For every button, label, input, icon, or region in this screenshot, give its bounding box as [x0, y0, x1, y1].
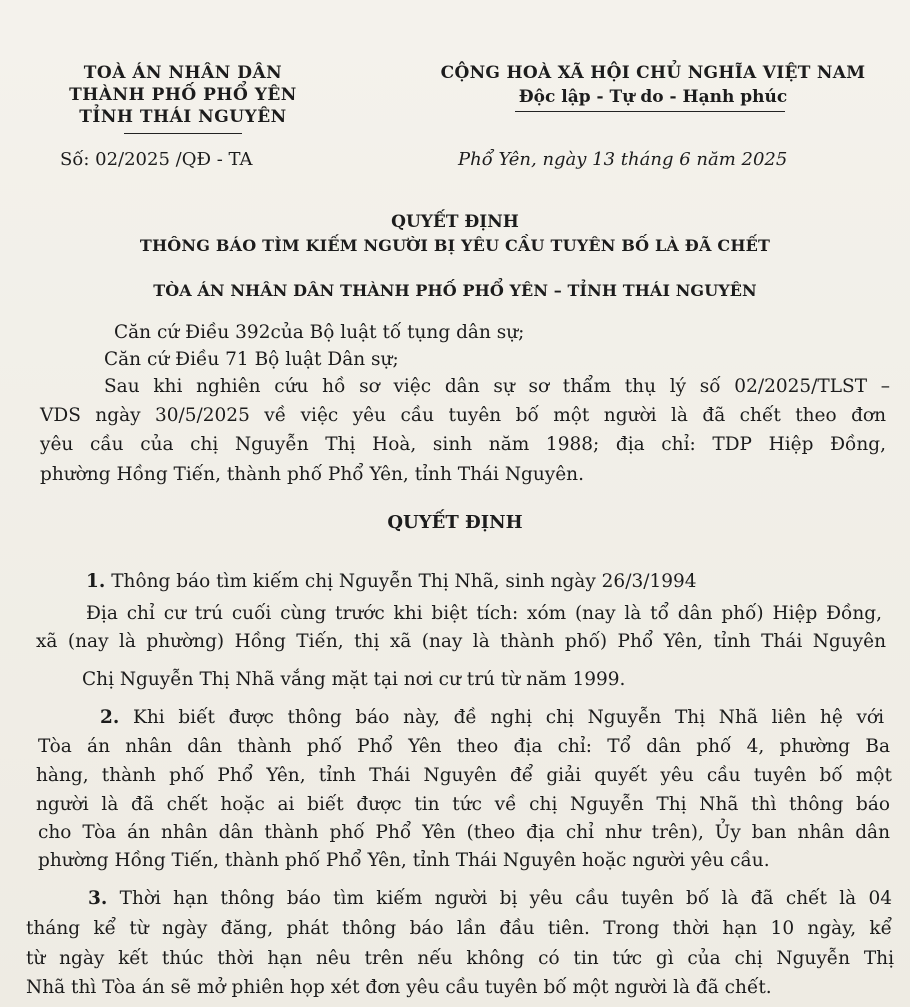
preamble-line: Căn cứ Điều 71 Bộ luật Dân sự;	[104, 349, 399, 370]
preamble-line: VDS ngày 30/5/2025 về việc yêu cầu tuyên bố một người là đã chết theo đơn	[40, 405, 886, 426]
item-1-line: xã (nay là phường) Hồng Tiến, thị xã (nay là thành phố) Phổ Yên, tỉnh Thái Nguyên	[36, 631, 886, 652]
court-header-underline	[124, 133, 242, 134]
country-name: CỘNG HOÀ XÃ HỘI CHỦ NGHĨA VIỆT NAM	[440, 63, 866, 83]
item-3-line: tháng kể từ ngày đăng, phát thông báo lần đầu tiên. Trong thời hạn 10 ngày, kể	[26, 918, 892, 939]
preamble-line: Sau khi nghiên cứu hồ sơ việc dân sự sơ thẩm thụ lý số 02/2025/TLST –	[104, 376, 890, 397]
document-number: Số: 02/2025 /QĐ - TA	[60, 149, 253, 170]
issuing-court: TÒA ÁN NHÂN DÂN THÀNH PHỐ PHỔ YÊN – TỈNH THÁI NGUYÊN	[153, 281, 757, 300]
decision-title: QUYẾT ĐỊNH	[391, 212, 519, 232]
item-2-line: cho Tòa án nhân dân thành phố Phổ Yên (theo địa chỉ như trên), Ủy ban nhân dân	[38, 822, 890, 843]
document-date: Phổ Yên, ngày 13 tháng 6 năm 2025	[458, 149, 788, 170]
preamble-line: yêu cầu của chị Nguyễn Thị Hoà, sinh năm 1988; địa chỉ: TDP Hiệp Đồng,	[40, 434, 886, 455]
item-1-line: Địa chỉ cư trú cuối cùng trước khi biệt tích: xóm (nay là tổ dân phố) Hiệp Đồng,	[86, 603, 882, 624]
item-1-number: 1.	[86, 571, 106, 592]
item-2-line: người là đã chết hoặc ai biết được tin tức về chị Nguyễn Thị Nhã thì thông báo	[36, 794, 890, 815]
preamble-line: phường Hồng Tiến, thành phố Phổ Yên, tỉnh Thái Nguyên.	[40, 464, 584, 485]
item-3-line: Nhã thì Tòa án sẽ mở phiên họp xét đơn yêu cầu tuyên bố một người là đã chết.	[26, 977, 772, 998]
court-header	[52, 62, 314, 134]
court-name: TOÀ ÁN NHÂN DÂN	[83, 63, 283, 83]
decision-heading: QUYẾT ĐỊNH	[387, 512, 523, 533]
item-2-line: hàng, thành phố Phổ Yên, tỉnh Thái Nguyên để giải quyết yêu cầu tuyên bố một	[36, 765, 892, 786]
item-2-line: phường Hồng Tiến, thành phố Phổ Yên, tỉnh Thái Nguyên hoặc người yêu cầu.	[38, 850, 770, 871]
preamble-line: Căn cứ Điều 392của Bộ luật tố tụng dân sự;	[114, 322, 525, 343]
item-1-line: 1. Thông báo tìm kiếm chị Nguyễn Thị Nhã, sinh ngày 26/3/1994	[86, 571, 697, 592]
national-motto	[418, 62, 888, 112]
court-city: THÀNH PHỐ PHỔ YÊN	[69, 85, 297, 105]
item-3-line: 3. Thời hạn thông báo tìm kiếm người bị yêu cầu tuyên bố là đã chết là 04	[88, 888, 892, 909]
item-2-line: Tòa án nhân dân thành phố Phổ Yên theo địa chỉ: Tổ dân phố 4, phường Ba	[38, 736, 890, 757]
motto-underline	[515, 111, 785, 112]
item-2-number: 2.	[100, 707, 120, 728]
item-3-line: từ ngày kết thúc thời hạn nêu trên nếu không có tin tức gì của chị Nguyễn Thị	[26, 948, 894, 969]
item-2-line: 2. Khi biết được thông báo này, đề nghị chị Nguyễn Thị Nhã liên hệ với	[100, 707, 884, 728]
item-1-line: Chị Nguyễn Thị Nhã vắng mặt tại nơi cư trú từ năm 1999.	[82, 669, 626, 690]
decision-subject: THÔNG BÁO TÌM KIẾM NGƯỜI BỊ YÊU CẦU TUYÊN BỐ LÀ ĐÃ CHẾT	[139, 236, 771, 255]
motto: Độc lập - Tự do - Hạnh phúc	[518, 87, 788, 107]
court-province: TỈNH THÁI NGUYÊN	[79, 107, 287, 127]
item-3-number: 3.	[88, 888, 108, 909]
